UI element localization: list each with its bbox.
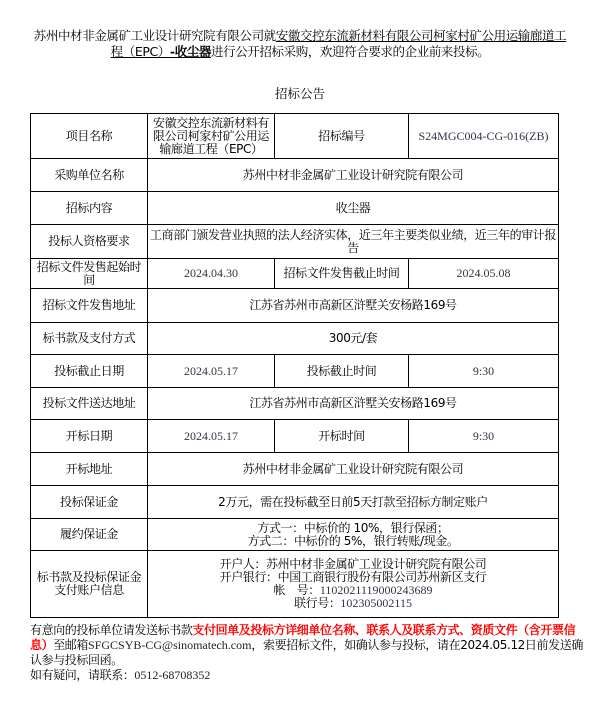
performance-bond-option-1: 方式一：中标价的 10%，银行保函； bbox=[257, 520, 449, 535]
instructions-prefix: 有意向的投标单位请发送标书款 bbox=[30, 623, 193, 637]
table-row bbox=[31, 453, 559, 486]
table-row bbox=[31, 420, 559, 453]
project-name-value: 安徽交控东流新材料有限公司柯家村矿公用运输廊道工程（EPC） bbox=[148, 114, 275, 159]
performance-bond-value bbox=[148, 519, 559, 551]
item-name-bold: -收尘器 bbox=[169, 44, 212, 59]
performance-bond-option-2: 方式二：中标价的 5%，银行转账/现金。 bbox=[247, 533, 459, 548]
project-name-label: 项目名称 bbox=[31, 114, 148, 159]
bid-bond-label: 投标保证金 bbox=[31, 486, 148, 519]
bid-deadline-time-value: 9:30 bbox=[409, 355, 559, 388]
table-row bbox=[31, 519, 559, 551]
sale-address-value: 江苏省苏州市高新区浒墅关安杨路169号 bbox=[148, 289, 559, 323]
contact-email[interactable]: SFGCSYB-CG@sinomatech.com bbox=[88, 638, 252, 652]
qualification-value: 工商部门颁发营业执照的法人经济实体，近三年主要类似业绩，近三年的审计报告 bbox=[148, 225, 559, 259]
bid-number-label: 招标编号 bbox=[275, 114, 409, 159]
table-row bbox=[31, 388, 559, 420]
delivery-address-value: 江苏省苏州市高新区浒墅关安杨路169号 bbox=[148, 388, 559, 420]
fee-label: 标书款及支付方式 bbox=[31, 323, 148, 355]
table-row bbox=[31, 159, 559, 192]
table-row bbox=[31, 355, 559, 388]
bid-deadline-date-value: 2024.05.17 bbox=[148, 355, 275, 388]
required-documents-highlight: 支付回单及投标方详细单位名称、联系人及联系方式、资质文件（含开票信息） bbox=[30, 623, 576, 652]
table-row bbox=[31, 259, 559, 289]
notice-title: 招标公告 bbox=[274, 86, 325, 101]
account-number: 1102021119000243689 bbox=[319, 583, 433, 597]
account-label: 标书款及投标保证金支付账户信息 bbox=[31, 551, 148, 618]
intro-prefix: 苏州中材非金属矿工业设计研究院有限公司就 bbox=[33, 28, 276, 43]
content-label: 招标内容 bbox=[31, 192, 148, 225]
table-row bbox=[31, 114, 559, 159]
table-row bbox=[31, 486, 559, 519]
sale-address-label: 招标文件发售地址 bbox=[31, 289, 148, 323]
table-row bbox=[31, 192, 559, 225]
fee-value: 300元/套 bbox=[148, 323, 559, 355]
qualification-label: 投标人资格要求 bbox=[31, 225, 148, 259]
contact-label: 如有疑问，请联系： bbox=[30, 668, 135, 682]
bank-code-line bbox=[150, 597, 556, 610]
footer-notice bbox=[30, 623, 590, 683]
bid-deadline-time-label: 投标截止时间 bbox=[275, 355, 409, 388]
account-bank: 开户银行：中国工商银行股份有限公司苏州新区支行 bbox=[219, 570, 487, 584]
account-info bbox=[148, 551, 559, 618]
opening-date-label: 开标日期 bbox=[31, 420, 148, 453]
contact-line bbox=[30, 668, 590, 683]
bid-info-table bbox=[30, 113, 559, 618]
bank-code-label: 联行号： bbox=[294, 596, 341, 610]
purchaser-value: 苏州中材非金属矿工业设计研究院有限公司 bbox=[148, 159, 559, 192]
sale-start-value: 2024.04.30 bbox=[148, 259, 275, 289]
contact-phone: 0512-68708352 bbox=[134, 668, 211, 682]
opening-address-value: 苏州中材非金属矿工业设计研究院有限公司 bbox=[148, 453, 559, 486]
opening-date-value: 2024.05.17 bbox=[148, 420, 275, 453]
opening-time-label: 开标时间 bbox=[275, 420, 409, 453]
opening-time-value: 9:30 bbox=[409, 420, 559, 453]
instructions-suffix: ，索要招标文件，如确认参与投标，请在2024.05.12日前发送确认参与投标回函。 bbox=[30, 638, 583, 667]
project-name-underlined: 安徽交控东流新材料有限公司柯家村矿公用运输廊道工程（EPC） bbox=[110, 28, 567, 59]
delivery-address-label: 投标文件送达地址 bbox=[31, 388, 148, 420]
submission-instructions bbox=[30, 623, 590, 668]
intro-suffix: 进行公开招标采购，欢迎符合要求的企业前来投标。 bbox=[211, 44, 490, 59]
table-row bbox=[31, 289, 559, 323]
table-row bbox=[31, 551, 559, 618]
performance-bond-label: 履约保证金 bbox=[31, 519, 148, 551]
instructions-mid: 至邮箱 bbox=[53, 638, 89, 652]
sale-start-label: 招标文件发售起始时间 bbox=[31, 259, 148, 289]
bid-number-value: S24MGC004-CG-016(ZB) bbox=[409, 114, 559, 159]
account-holder: 开户人：苏州中材非金属矿工业设计研究院有限公司 bbox=[219, 557, 487, 571]
sale-end-label: 招标文件发售截止时间 bbox=[275, 259, 409, 289]
bid-bond-value: 2万元，需在投标截至日前5天打款至招标方制定账户 bbox=[148, 486, 559, 519]
account-number-label: 帐 号： bbox=[273, 583, 320, 597]
opening-address-label: 开标地址 bbox=[31, 453, 148, 486]
table-row bbox=[31, 225, 559, 259]
content-value: 收尘器 bbox=[148, 192, 559, 225]
bid-deadline-date-label: 投标截止日期 bbox=[31, 355, 148, 388]
table-row bbox=[31, 323, 559, 355]
purchaser-label: 采购单位名称 bbox=[31, 159, 148, 192]
sale-end-value: 2024.05.08 bbox=[409, 259, 559, 289]
intro-paragraph bbox=[30, 28, 570, 60]
bank-code: 102305002115 bbox=[340, 596, 412, 610]
